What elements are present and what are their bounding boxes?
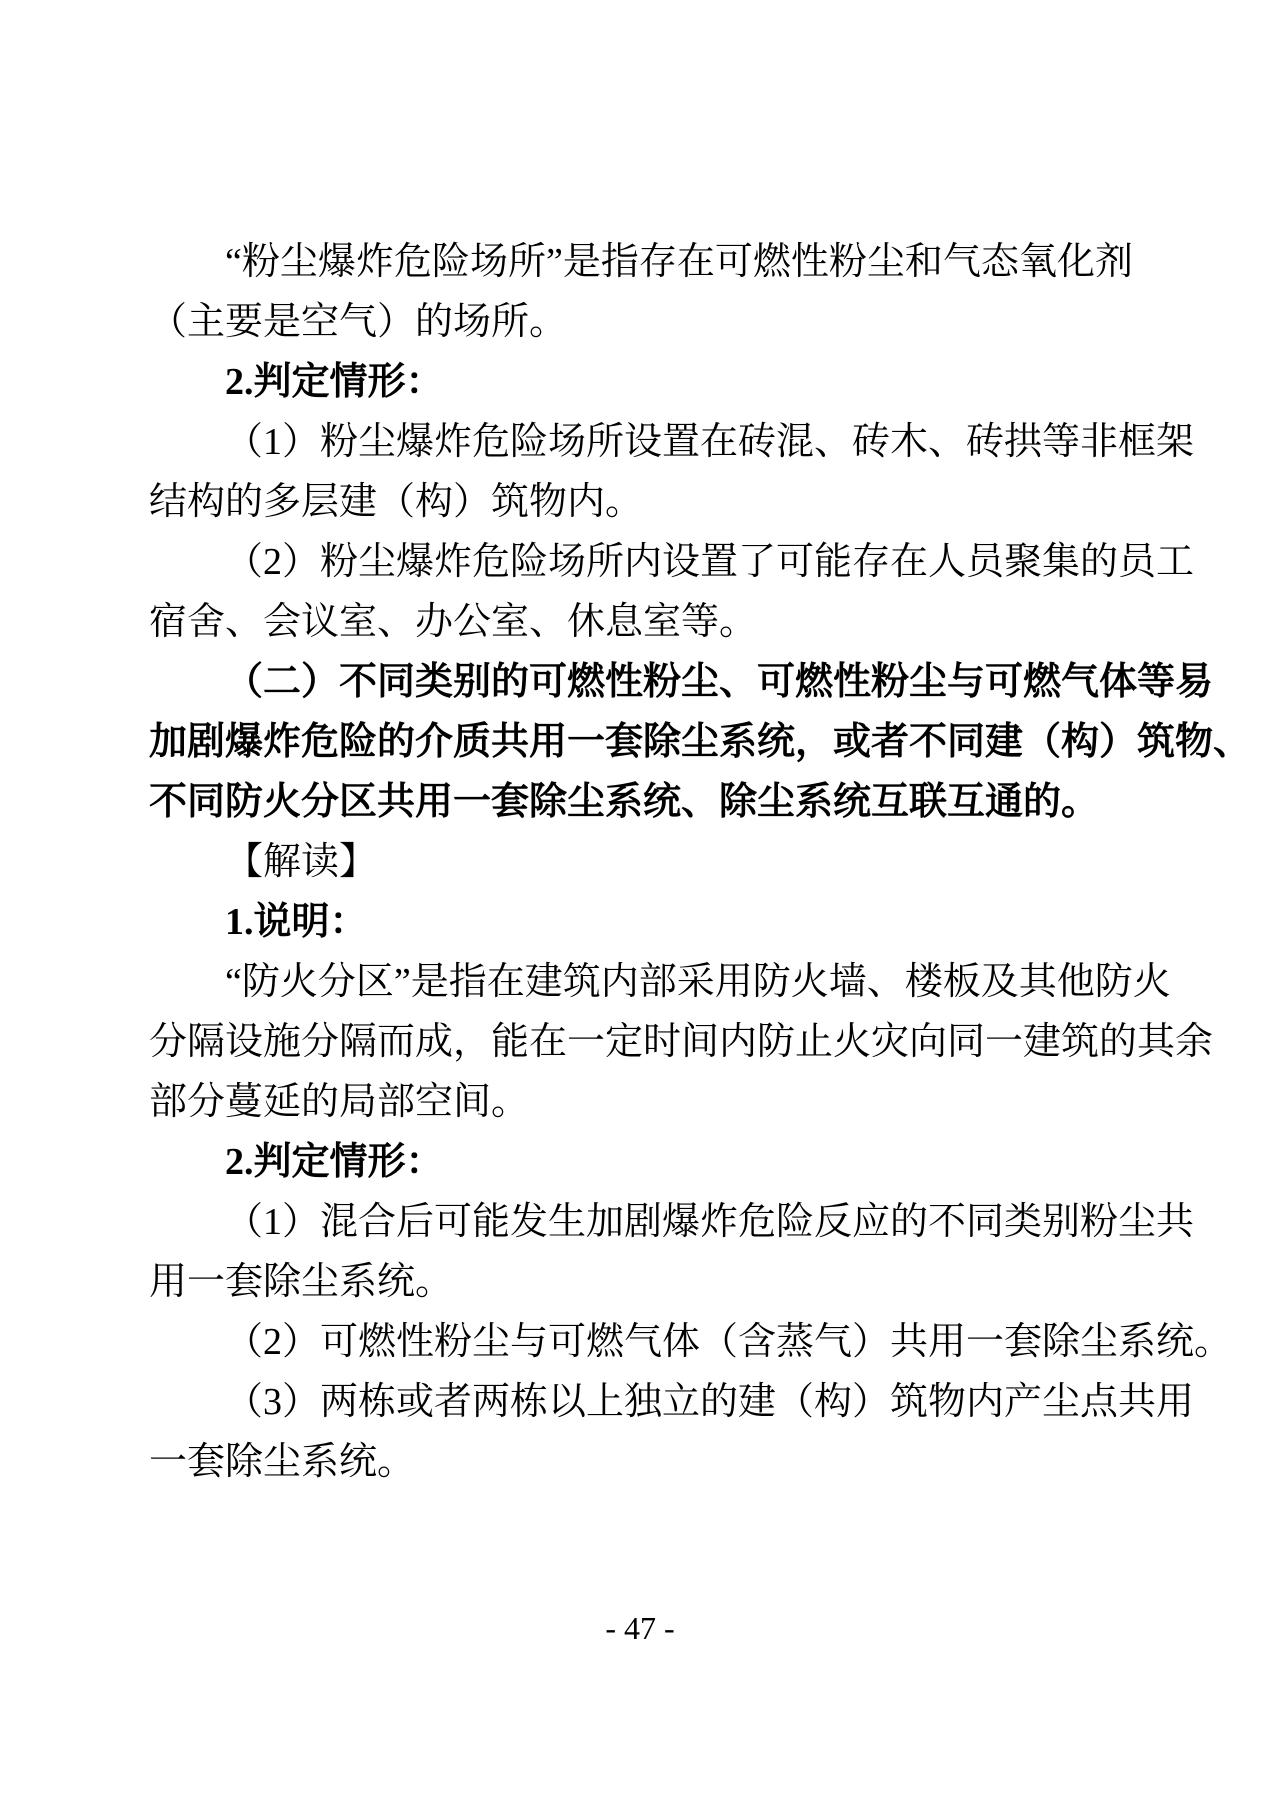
text-line: 结构的多层建（构）筑物内。 [149,481,644,523]
text-line: （3）两栋或者两栋以上独立的建（构）筑物内产尘点共用 [225,1381,1195,1423]
heading-line: （二）不同类别的可燃性粉尘、可燃性粉尘与可燃气体等易 [225,661,1214,703]
text-line: 一套除尘系统。 [149,1441,416,1483]
text-line: （主要是空气）的场所。 [149,301,568,343]
text-line: （1）粉尘爆炸危险场所设置在砖混、砖木、砖拱等非框架 [225,421,1195,463]
text-line: （1）混合后可能发生加剧爆炸危险反应的不同类别粉尘共 [225,1201,1195,1243]
heading-line: 不同防火分区共用一套除尘系统、除尘系统互联互通的。 [149,781,1100,823]
heading-line: 1.说明： [225,901,368,943]
text-line: 宿舍、会议室、办公室、休息室等。 [149,601,758,643]
text-line: 部分蔓延的局部空间。 [149,1081,530,1123]
heading-line: 加剧爆炸危险的介质共用一套除尘系统，或者不同建（构）筑物、 [149,721,1252,763]
text-line: “粉尘爆炸危险场所”是指存在可燃性粉尘和气态氧化剂 [225,241,1133,283]
heading-line: 2.判定情形： [225,361,444,403]
heading-line: 2.判定情形： [225,1141,444,1183]
document-body [149,232,1252,1492]
page-number: - 47 - [605,1610,675,1646]
text-line: （2）粉尘爆炸危险场所内设置了可能存在人员聚集的员工 [225,541,1195,583]
text-line: 用一套除尘系统。 [149,1261,454,1303]
text-line: “防火分区”是指在建筑内部采用防火墙、楼板及其他防火 [225,961,1171,1003]
text-line: 【解读】 [225,841,378,883]
text-line: 分隔设施分隔而成，能在一定时间内防止火灾向同一建筑的其余 [149,1021,1214,1063]
text-line: （2）可燃性粉尘与可燃气体（含蒸气）共用一套除尘系统。 [225,1321,1233,1363]
